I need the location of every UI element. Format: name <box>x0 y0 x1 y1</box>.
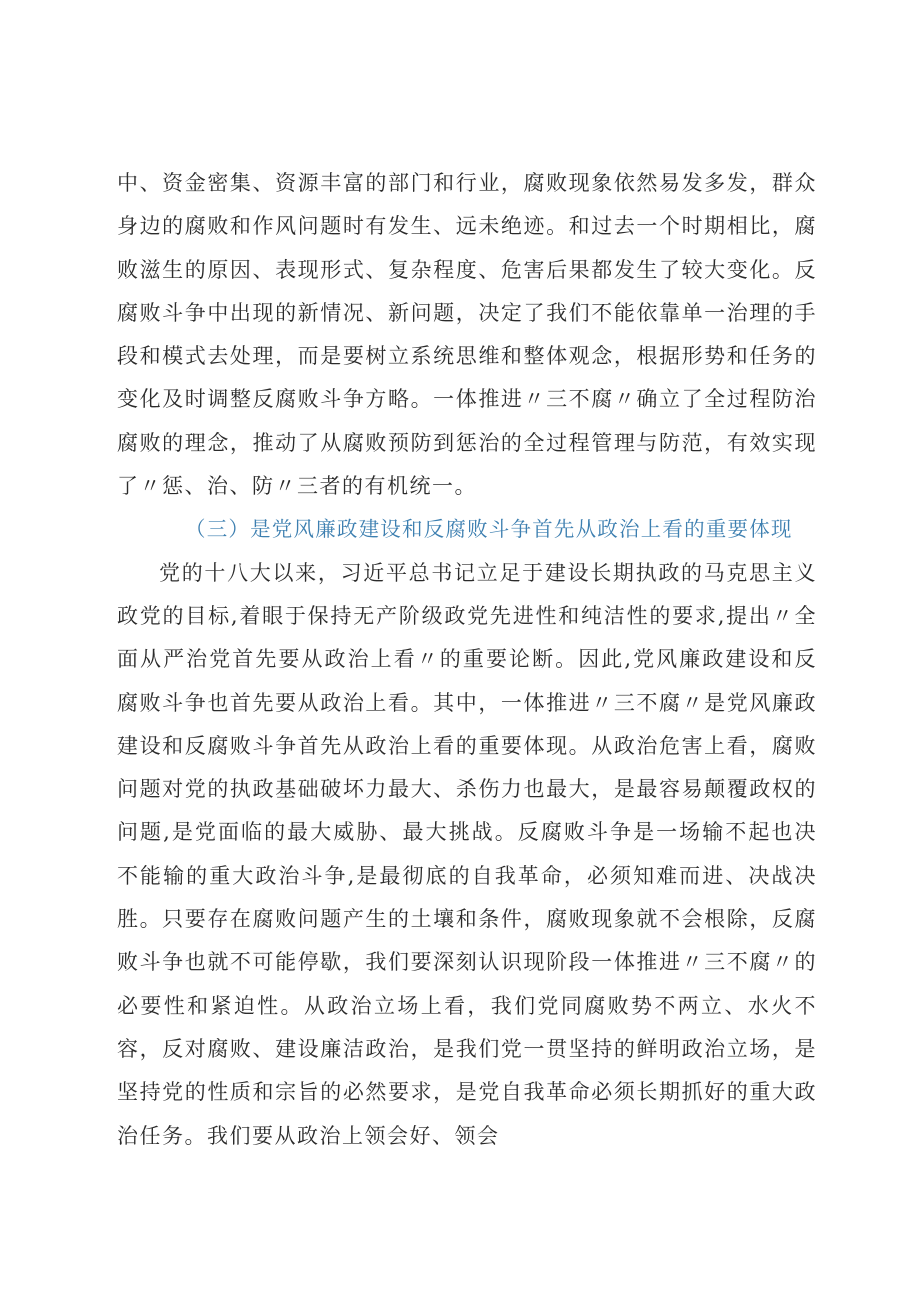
section-heading: （三）是党风廉政建设和反腐败斗争首先从政治上看的重要体现 <box>185 517 793 542</box>
continuation-paragraph: 中、资金密集、资源丰富的部门和行业，腐败现象依然易发多发，群众身边的腐败和作风问题时有发生、远未绝迹。和过去一个时期相比，腐败滋生的原因、表现形式、复杂程度、危害后果都发生了较大变化。反腐败斗争中出现的新情况、新问题，决定了我们不能依靠单一治理的手段和模式去处理，而是要树立系统思维和整体观念，根据形势和任务的变化及时调整反腐败斗争方略。一体推进〃三不腐〃确立了全过程防治腐败的理念，推动了从腐败预防到惩治的全过程管理与防范，有效实现了〃惩、治、防〃三者的有机统一。 <box>117 171 817 499</box>
document-body <box>117 162 817 1158</box>
body-paragraph: 党的十八大以来，习近平总书记立足于建设长期执政的马克思主义政党的目标,着眼于保持无产阶级政党先进性和纯洁性的要求,提出〃全面从严治党首先要从政治上看〃的重要论断。因此,党风廉政建设和反腐败斗争也首先要从政治上看。其中，一体推进〃三不腐〃是党风廉政建设和反腐败斗争首先从政治上看的重要体现。从政治危害上看，腐败问题对党的执政基础破坏力最大、杀伤力也最大，是最容易颠覆政权的问题,是党面临的最大威胁、最大挑战。反腐败斗争是一场输不起也决不能输的重大政治斗争,是最彻底的自我革命，必须知难而进、决战决胜。只要存在腐败问题产生的土壤和条件，腐败现象就不会根除，反腐败斗争也就不可能停歇，我们要深刻认识现阶段一体推进〃三不腐〃的必要性和紧迫性。从政治立场上看，我们党同腐败势不两立、水火不容，反对腐败、建设廉洁政治，是我们党一贯坚持的鲜明政治立场，是坚持党的性质和宗旨的必然要求，是党自我革命必须长期抓好的重大政治任务。我们要从政治上领会好、领会 <box>117 560 817 1148</box>
